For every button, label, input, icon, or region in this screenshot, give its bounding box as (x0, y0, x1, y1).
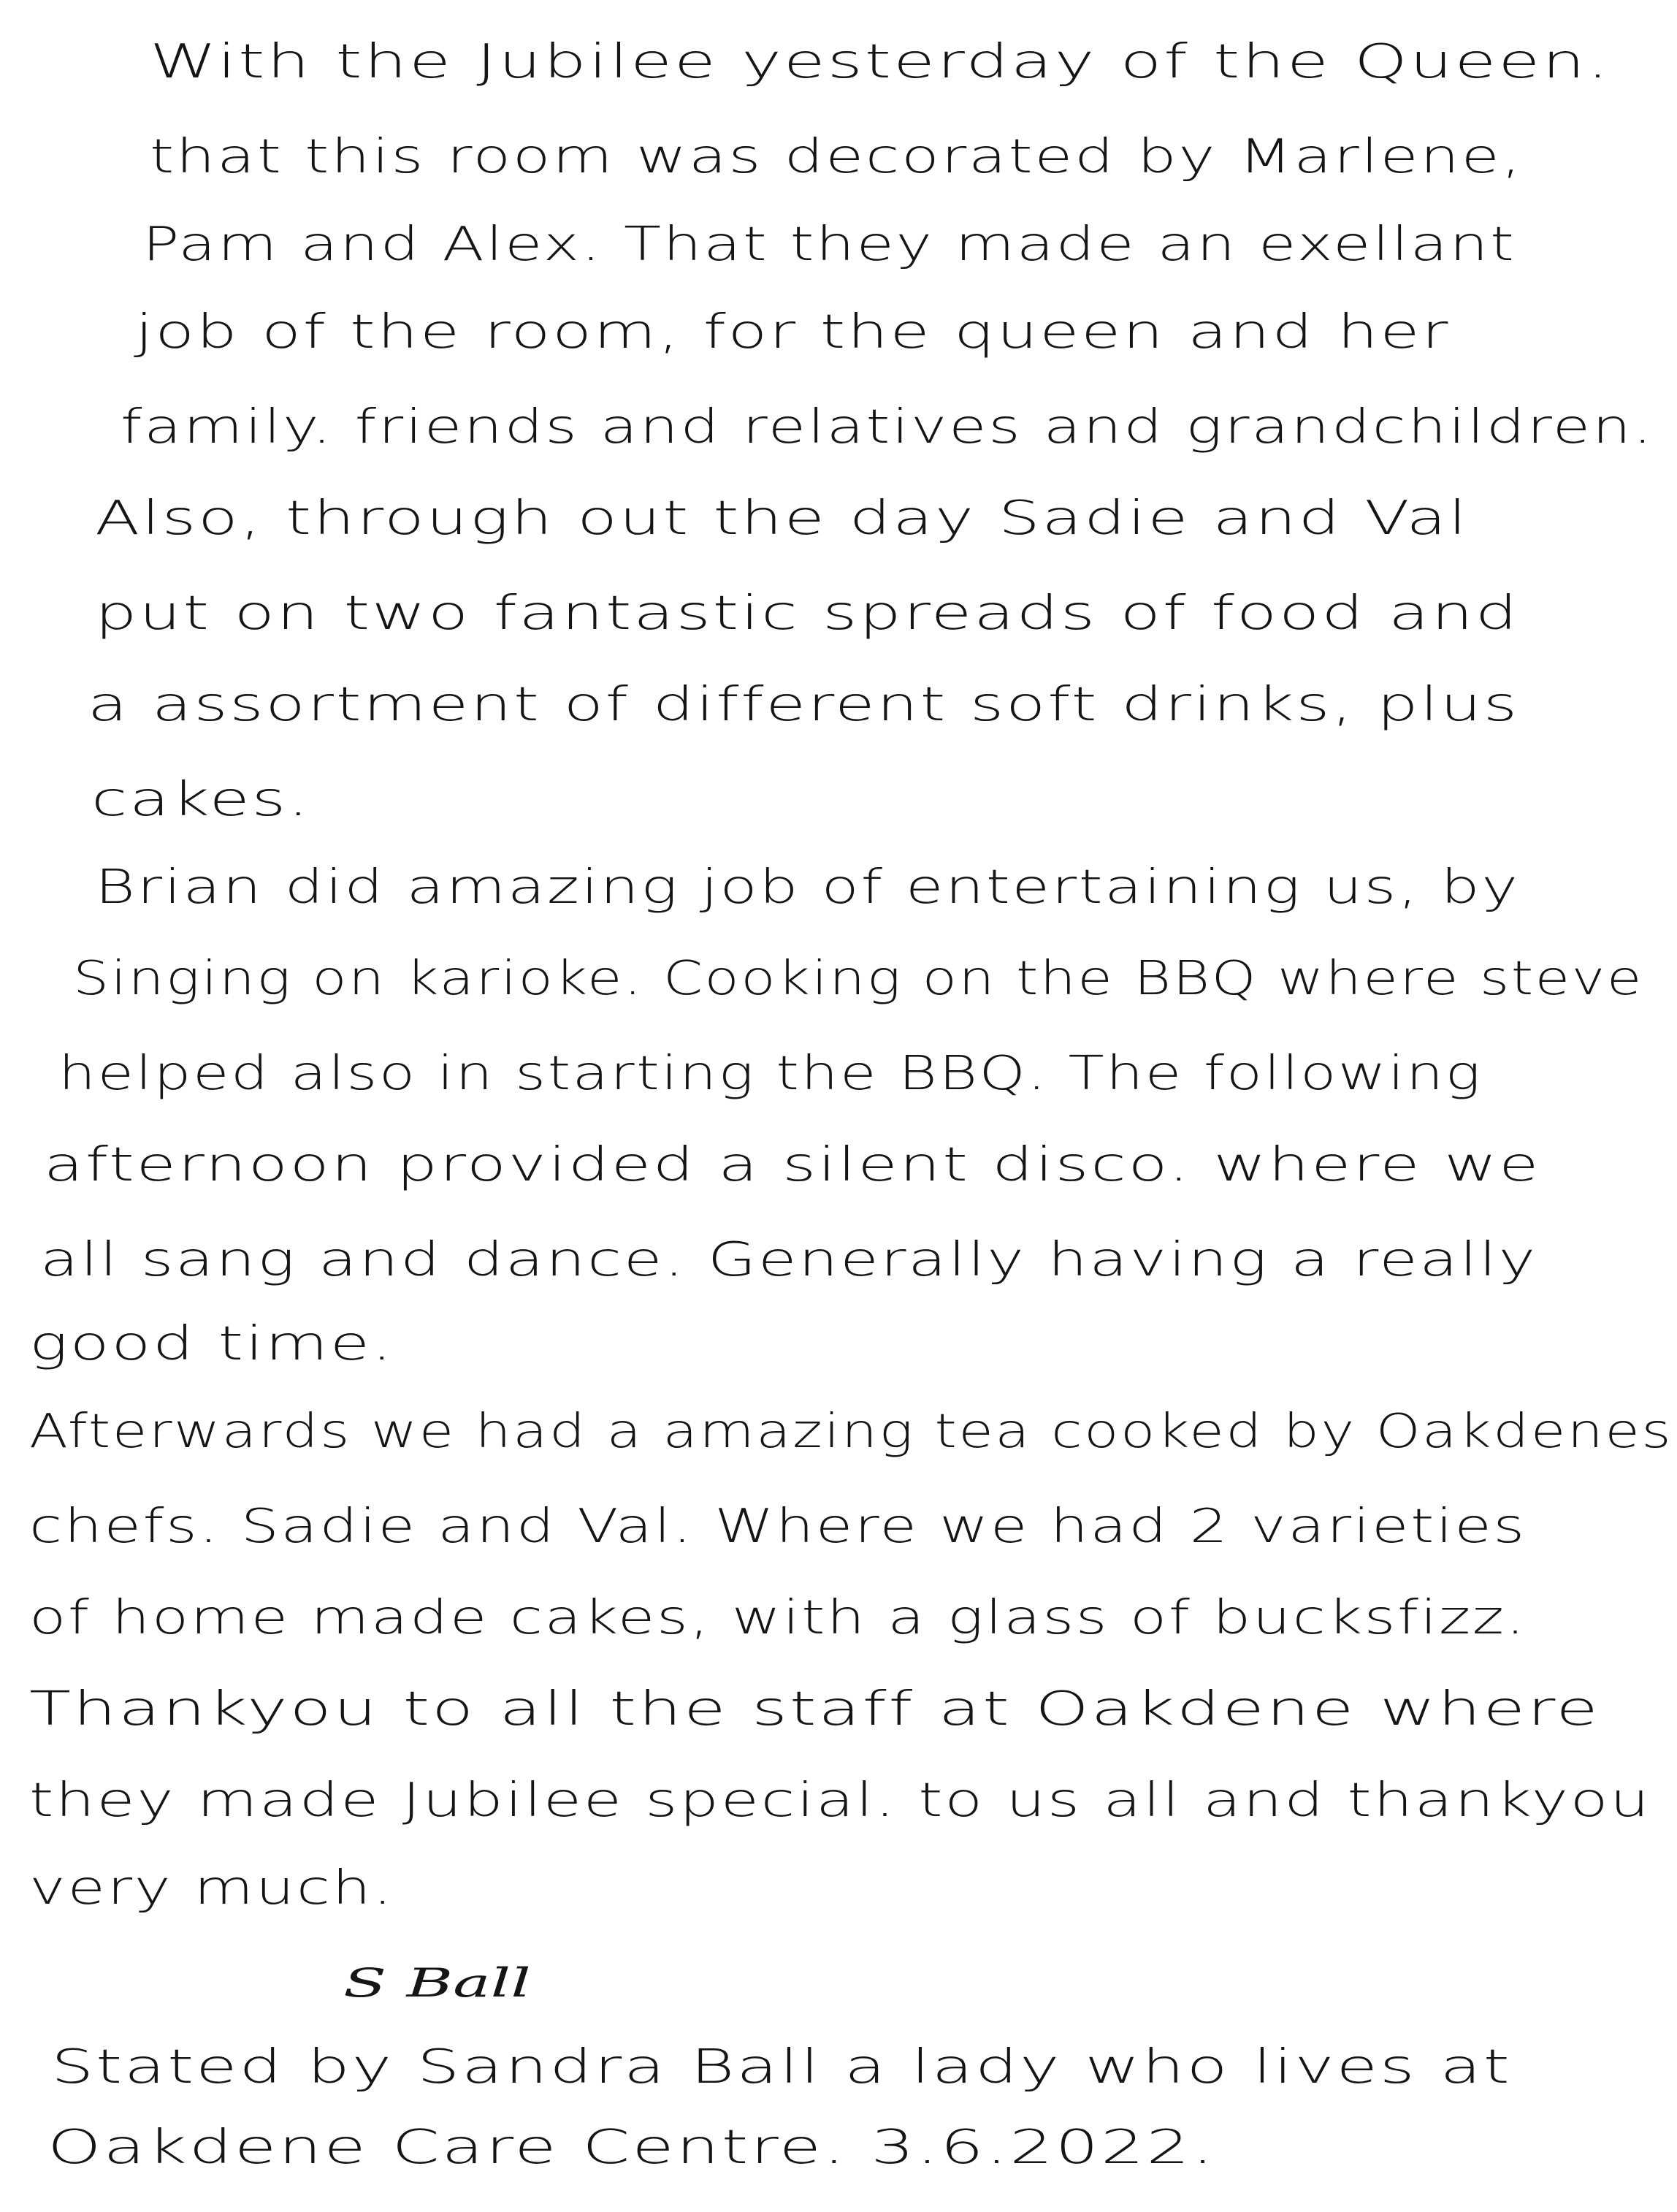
letter-line-15: good time. (29, 1317, 394, 1371)
letter-line-1: With the Jubilee yesterday of the Queen. (150, 35, 1611, 89)
footer-statement-line-2: Oakdene Care Centre. 3.6.2022. (47, 2121, 1216, 2175)
letter-line-11: Singing on karioke. Cooking on the BBQ where steve (73, 952, 1643, 1006)
letter-line-4: job of the room, for the queen and her (135, 305, 1451, 359)
letter-line-7: put on two fantastic spreads of food and (95, 587, 1520, 641)
letter-line-5: family. friends and relatives and grandchildren. (121, 400, 1654, 454)
letter-line-2: that this room was decorated by Marlene, (150, 130, 1523, 184)
letter-line-6: Also, through out the day Sadie and Val (95, 492, 1469, 546)
letter-line-16: Afterwards we had a amazing tea cooked by Oakdenes (29, 1405, 1673, 1459)
letter-line-14: all sang and dance. Generally having a really (40, 1233, 1537, 1287)
letter-line-10: Brian did amazing job of entertaining us, by (95, 861, 1520, 915)
signature: S Ball (343, 1960, 531, 2006)
letter-line-13: afternoon provided a silent disco. where we (44, 1138, 1541, 1192)
footer-statement-line-1: Stated by Sandra Ball a lady who lives at (51, 2040, 1512, 2094)
letter-line-20: they made Jubilee special. to us all and thankyou (29, 1774, 1651, 1828)
letter-line-17: chefs. Sadie and Val. Where we had 2 varieties (29, 1500, 1527, 1554)
letter-line-3: Pam and Alex. That they made an exellant (142, 218, 1516, 272)
letter-line-8: a assortment of different soft drinks, plus (88, 678, 1519, 732)
letter-line-9: cakes. (91, 773, 311, 827)
letter-line-12: helped also in starting the BBQ. The following (58, 1047, 1483, 1101)
letter-line-18: of home made cakes, with a glass of bucksfizz. (29, 1591, 1527, 1645)
letter-line-19: Thankyou to all the staff at Oakdene where (29, 1682, 1600, 1736)
letter-line-21: very much. (29, 1861, 394, 1915)
